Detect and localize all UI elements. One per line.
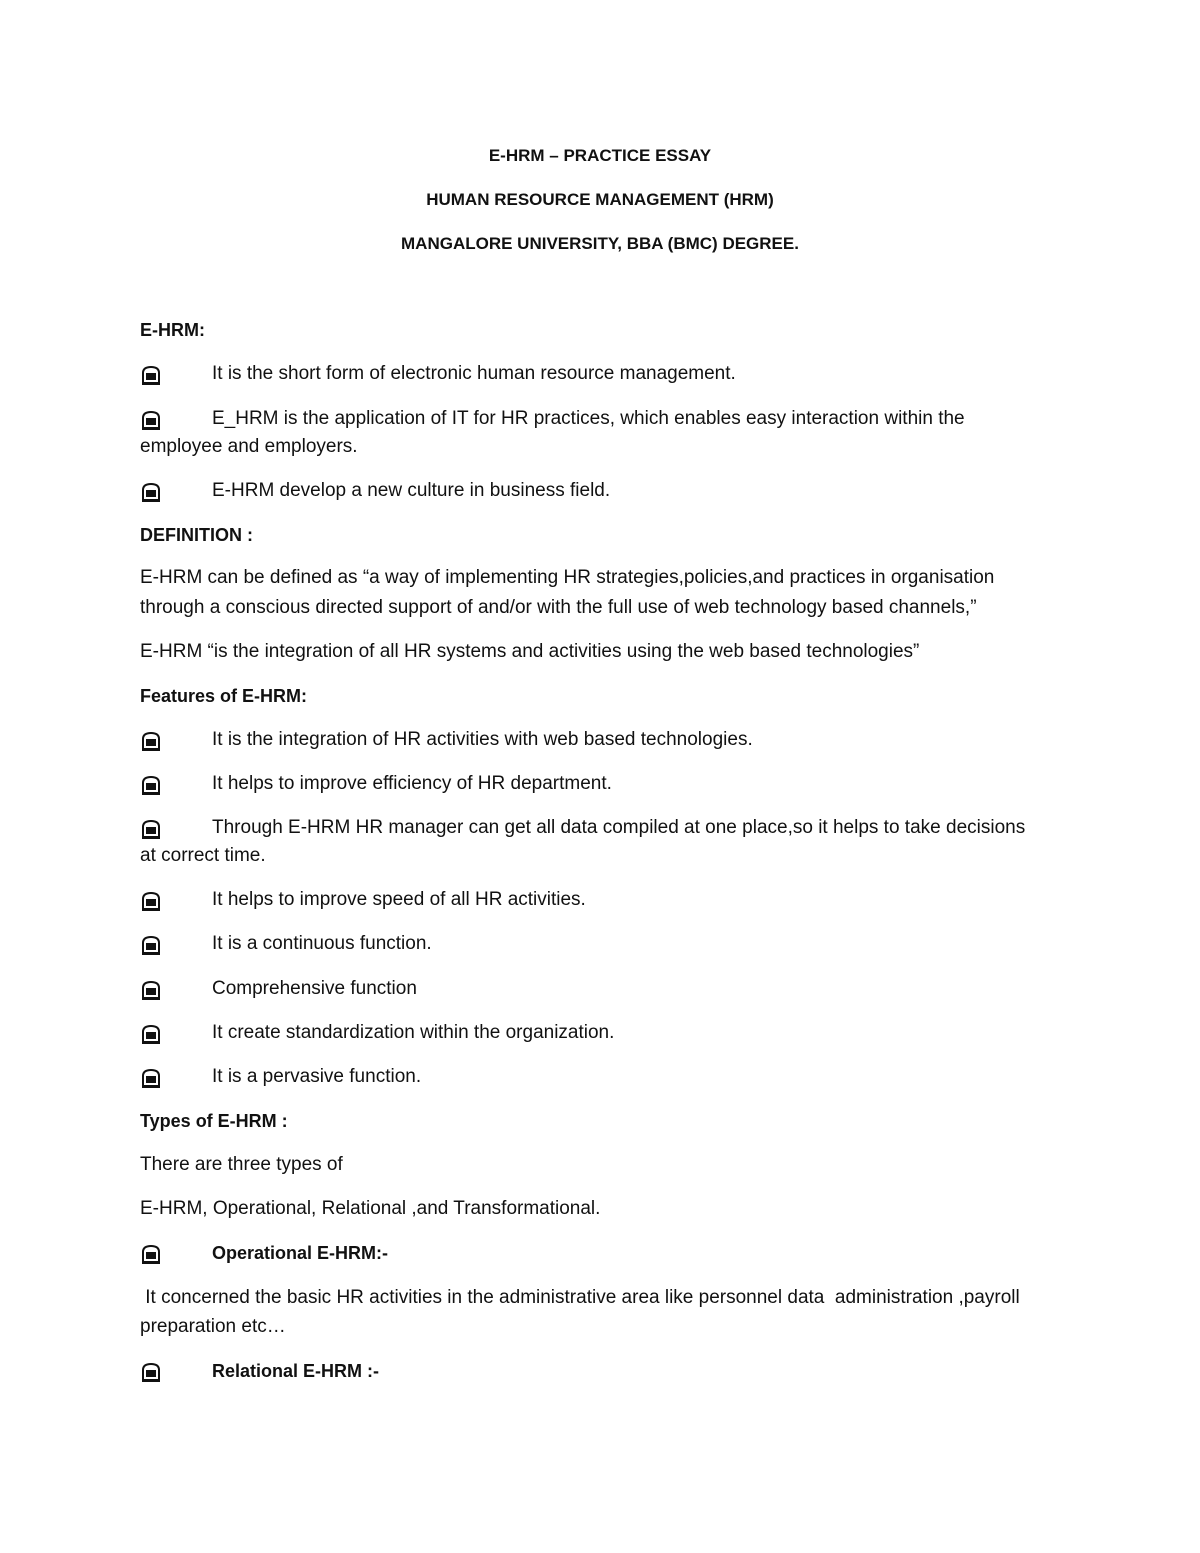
list-item-text: It helps to improve efficiency of HR department.: [212, 773, 612, 794]
features-heading: Features of E-HRM:: [140, 686, 308, 706]
mailbox-icon: [140, 1067, 162, 1089]
mailbox-icon: [140, 1361, 162, 1383]
operational-heading: Operational E-HRM:-: [212, 1243, 389, 1263]
list-item-continuation: at correct time.: [140, 845, 266, 866]
mailbox-icon: [140, 481, 162, 503]
mailbox-icon: [140, 890, 162, 912]
mailbox-icon: [140, 364, 162, 386]
list-item-text: Through E-HRM HR manager can get all data compiled at one place,so it helps to take decisions: [212, 817, 1026, 838]
types-intro: There are three types of: [140, 1154, 343, 1175]
university-line: MANGALORE UNIVERSITY, BBA (BMC) DEGREE.: [401, 234, 799, 253]
mailbox-icon: [140, 1243, 162, 1265]
list-item-text: E-HRM develop a new culture in business field.: [212, 480, 611, 501]
list-item-continuation: employee and employers.: [140, 436, 358, 457]
list-item-text: Comprehensive function: [212, 978, 417, 999]
mailbox-icon: [140, 409, 162, 431]
list-item-text: It is the short form of electronic human resource management.: [212, 363, 736, 384]
document-title: E-HRM – PRACTICE ESSAY: [488, 146, 712, 165]
mailbox-icon: [140, 730, 162, 752]
list-item-text: It is a pervasive function.: [212, 1066, 422, 1087]
list-item-text: It helps to improve speed of all HR activities.: [212, 889, 586, 910]
types-list: E-HRM, Operational, Relational ,and Transformational.: [140, 1198, 601, 1219]
relational-heading: Relational E-HRM :-: [212, 1361, 380, 1381]
ehrm-heading: E-HRM:: [140, 320, 205, 340]
mailbox-icon: [140, 1023, 162, 1045]
definition-paragraph-line: E-HRM can be defined as “a way of implementing HR strategies,policies,and practices in organisation: [140, 567, 995, 588]
definition-heading: DEFINITION :: [140, 525, 253, 545]
mailbox-icon: [140, 774, 162, 796]
definition-paragraph-2: E-HRM “is the integration of all HR systems and activities using the web based technologies”: [140, 641, 920, 662]
list-item-text: It is the integration of HR activities with web based technologies.: [212, 729, 753, 750]
operational-paragraph-line: It concerned the basic HR activities in the administrative area like personnel data administration ,payroll: [140, 1287, 1020, 1308]
list-item-text: It is a continuous function.: [212, 933, 432, 954]
mailbox-icon: [140, 818, 162, 840]
mailbox-icon: [140, 934, 162, 956]
operational-paragraph-line: preparation etc…: [140, 1316, 286, 1337]
list-item-text: It create standardization within the organization.: [212, 1022, 615, 1043]
types-heading: Types of E-HRM :: [140, 1111, 288, 1131]
list-item-text: E_HRM is the application of IT for HR practices, which enables easy interaction within the: [212, 408, 965, 429]
document-subtitle: HUMAN RESOURCE MANAGEMENT (HRM): [426, 190, 774, 209]
definition-paragraph-line: through a conscious directed support of and/or with the full use of web technology based channels,”: [140, 597, 977, 618]
mailbox-icon: [140, 979, 162, 1001]
